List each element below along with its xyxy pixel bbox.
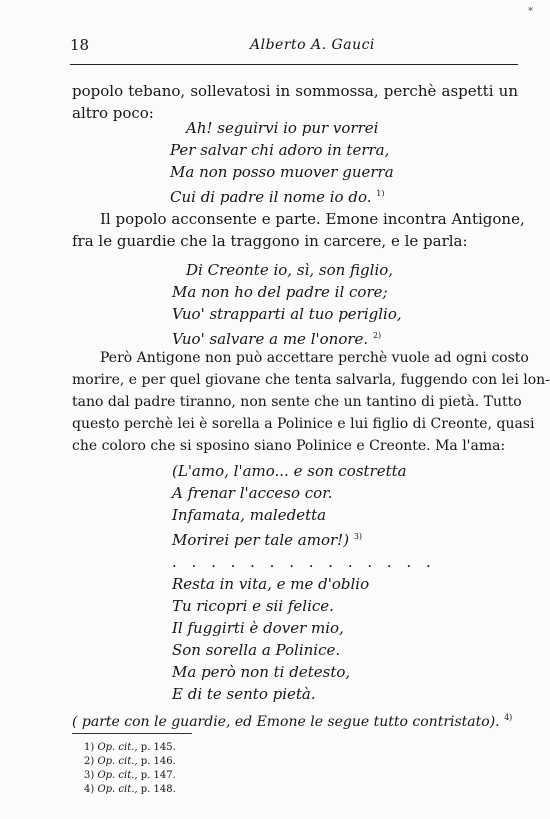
paragraph-3: [72, 347, 550, 457]
text-line: popolo tebano, sollevatosi in sommossa, perchè aspetti un: [72, 82, 518, 100]
footnotes: [84, 741, 176, 797]
footnote-ref: 3): [353, 532, 363, 541]
stage-direction-text: ( parte con le guardie, ed Emone le segue tutto contristato).: [72, 714, 500, 730]
verse-block-1: [170, 117, 394, 208]
page-header: [70, 36, 520, 56]
verse-block-3: [172, 460, 436, 705]
footnote-rule: [72, 733, 192, 734]
verse-line: Ma non posso muover guerra: [170, 163, 394, 181]
text-line: questo perchè lei è sorella a Polinice e lui figlio di Creonte, quasi: [72, 416, 535, 432]
footnote-ref: 2): [372, 331, 382, 340]
verse-line: Ma però non ti detesto,: [172, 663, 351, 681]
verse-line: Ah! seguirvi io pur vorrei: [186, 119, 379, 137]
verse-line: (L'amo, l'amo... e son costretta: [172, 462, 407, 480]
verse-line: Di Creonte io, sì, son figlio,: [186, 261, 394, 279]
corner-mark: *: [528, 6, 533, 17]
stage-direction: [72, 707, 512, 733]
header-rule: [70, 64, 518, 65]
verse-line: Morirei per tale amor!): [172, 531, 350, 549]
text-line: morire, e per quel giovane che tenta salvarla, fuggendo con lei lon-: [72, 372, 550, 388]
text-line: Il popolo acconsente e parte. Emone incontra Antigone,: [100, 210, 525, 228]
footnote-ref: 4): [504, 713, 513, 722]
verse-line: Tu ricopri e sii felice.: [172, 597, 334, 615]
text-line: che coloro che si sposino siano Polinice e Creonte. Ma l'ama:: [72, 438, 506, 454]
verse-line: Vuo' strapparti al tuo periglio,: [172, 305, 402, 323]
text-line: Però Antigone non può accettare perchè vuole ad ogni costo: [100, 350, 529, 366]
footnote: 4) Op. cit., p. 148.: [84, 784, 176, 795]
verse-block-2: [172, 259, 402, 350]
footnote-ref: 1): [376, 189, 385, 198]
running-title: Alberto A. Gauci: [250, 37, 375, 53]
page-number: 18: [70, 36, 90, 54]
verse-line: Son sorella a Polinice.: [172, 641, 341, 659]
verse-line: Vuo' salvare a me l'onore.: [172, 330, 369, 348]
verse-line: Il fuggirti è dover mio,: [172, 619, 344, 637]
footnote: 3) Op. cit., p. 147.: [84, 770, 176, 781]
text-line: altro poco:: [72, 104, 154, 122]
text-line: fra le guardie che la traggono in carcere, e le parla:: [72, 232, 468, 250]
footnote: 2) Op. cit., p. 146.: [84, 756, 176, 767]
footnote: 1) Op. cit., p. 145.: [84, 742, 176, 753]
verse-line: Per salvar chi adoro in terra,: [170, 141, 390, 159]
verse-line: A frenar l'acceso cor.: [172, 484, 333, 502]
ellipsis-line: . . . . . . . . . . . . . .: [172, 553, 436, 571]
verse-line: Cui di padre il nome io do.: [170, 188, 372, 206]
verse-line: Resta in vita, e me d'oblio: [172, 575, 370, 593]
verse-line: Ma non ho del padre il core;: [172, 283, 388, 301]
verse-line: E di te sento pietà.: [172, 685, 316, 703]
verse-line: Infamata, maledetta: [172, 506, 327, 524]
paragraph-2: [72, 208, 525, 252]
text-line: tano dal padre tiranno, non sente che un tantino di pietà. Tutto: [72, 394, 522, 410]
